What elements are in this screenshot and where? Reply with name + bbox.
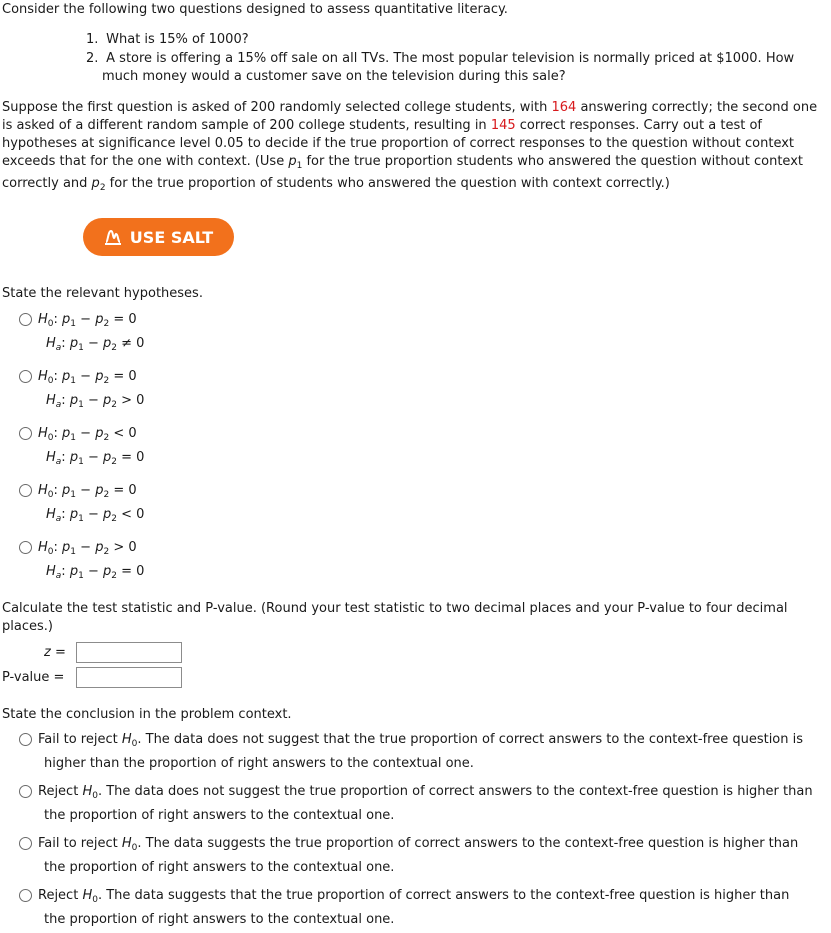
conclusion-option-1: Fail to reject $H_0$. The data does not suggest that the true proportion of correct answers to the context-free question is higher than the proportion of right answers to the contextual one. bbox=[38, 732, 804, 771]
question-number: 1. bbox=[86, 32, 99, 47]
conclusion-prompt: State the conclusion in the problem context. bbox=[2, 707, 292, 722]
question-text: A store is offering a 15% off sale on all TVs. The most popular television is normally priced at $1000. How bbox=[106, 51, 795, 66]
hypothesis-option-1-ha: $H_a$: $p_1 - p_2 \ne 0$ bbox=[46, 336, 145, 353]
salt-chart-icon bbox=[104, 228, 122, 246]
conclusion-option-3-radio[interactable] bbox=[19, 837, 32, 850]
hypotheses-prompt: State the relevant hypotheses. bbox=[2, 286, 203, 301]
hypothesis-option-1-radio[interactable] bbox=[19, 313, 32, 326]
question-2-cont: much money would a customer save on the television during this sale? bbox=[102, 69, 566, 84]
question-1 bbox=[86, 32, 249, 47]
question-text: What is 15% of 1000? bbox=[106, 32, 249, 47]
use-salt-button[interactable] bbox=[83, 218, 234, 256]
question-number: 2. bbox=[86, 51, 99, 66]
conclusion-option-4-radio[interactable] bbox=[19, 889, 32, 902]
hypothesis-option-1-h0: $H_0$: $p_1 - p_2 = 0$ bbox=[38, 312, 137, 329]
conclusion-option-1-radio[interactable] bbox=[19, 733, 32, 746]
hypothesis-option-3-radio[interactable] bbox=[19, 427, 32, 440]
count-145: 145 bbox=[490, 118, 516, 133]
hypothesis-option-5-ha: $H_a$: $p_1 - p_2 = 0$ bbox=[46, 564, 145, 581]
hypothesis-option-2-ha: $H_a$: $p_1 - p_2 > 0$ bbox=[46, 393, 145, 410]
conclusion-option-2: Reject $H_0$. The data does not suggest the true proportion of correct answers to the context-free question is higher than the proportion of right answers to the contextual one. bbox=[38, 784, 813, 823]
calc-prompt-line1: Calculate the test statistic and P-value. (Round your test statistic to two decimal places and your P-value to four decimal bbox=[2, 601, 788, 616]
hypothesis-option-2-radio[interactable] bbox=[19, 370, 32, 383]
question-2 bbox=[86, 51, 794, 66]
conclusion-option-2-radio[interactable] bbox=[19, 785, 32, 798]
hypothesis-option-2-h0: $H_0$: $p_1 - p_2 = 0$ bbox=[38, 369, 137, 386]
hypothesis-option-4-h0: $H_0$: $p_1 - p_2 = 0$ bbox=[38, 483, 137, 500]
conclusion-option-4: Reject $H_0$. The data suggests that the true proportion of correct answers to the context-free question is higher than the proportion of right answers to the contextual one. bbox=[38, 888, 790, 927]
hypothesis-option-5-radio[interactable] bbox=[19, 541, 32, 554]
hypothesis-option-5-h0: $H_0$: $p_1 - p_2 > 0$ bbox=[38, 540, 137, 557]
calc-prompt-line2: places.) bbox=[2, 619, 53, 634]
z-input[interactable] bbox=[76, 642, 182, 663]
conclusion-option-3: Fail to reject $H_0$. The data suggests the true proportion of correct answers to the context-free question is higher than the proportion of right answers to the contextual one. bbox=[38, 836, 799, 875]
hypothesis-option-4-radio[interactable] bbox=[19, 484, 32, 497]
problem-paragraph: Suppose the first question is asked of 200 randomly selected college students, with 164 answering correctly; the second one is asked of a different random sample of 200 college students, resulting in 145 correct responses. Carry out a test of hypotheses at significance level 0.05 to decide if the true proportion of correct responses to the question without context exceeds that for the one with context. (Use $p_1$ for the true proportion students who answered the question without context correctly and $p_2$ for the true proportion of students who answered the question with context correctly.) bbox=[2, 100, 818, 193]
z-label: z = bbox=[44, 645, 66, 660]
hypothesis-option-4-ha: $H_a$: $p_1 - p_2 < 0$ bbox=[46, 507, 145, 524]
p-value-input[interactable] bbox=[76, 667, 182, 688]
intro-text: Consider the following two questions designed to assess quantitative literacy. bbox=[2, 2, 508, 17]
count-164: 164 bbox=[551, 100, 577, 115]
p-value-label: P-value = bbox=[2, 670, 65, 685]
hypothesis-option-3-ha: $H_a$: $p_1 - p_2 = 0$ bbox=[46, 450, 145, 467]
use-salt-label: USE SALT bbox=[129, 227, 214, 247]
hypothesis-option-3-h0: $H_0$: $p_1 - p_2 < 0$ bbox=[38, 426, 137, 443]
